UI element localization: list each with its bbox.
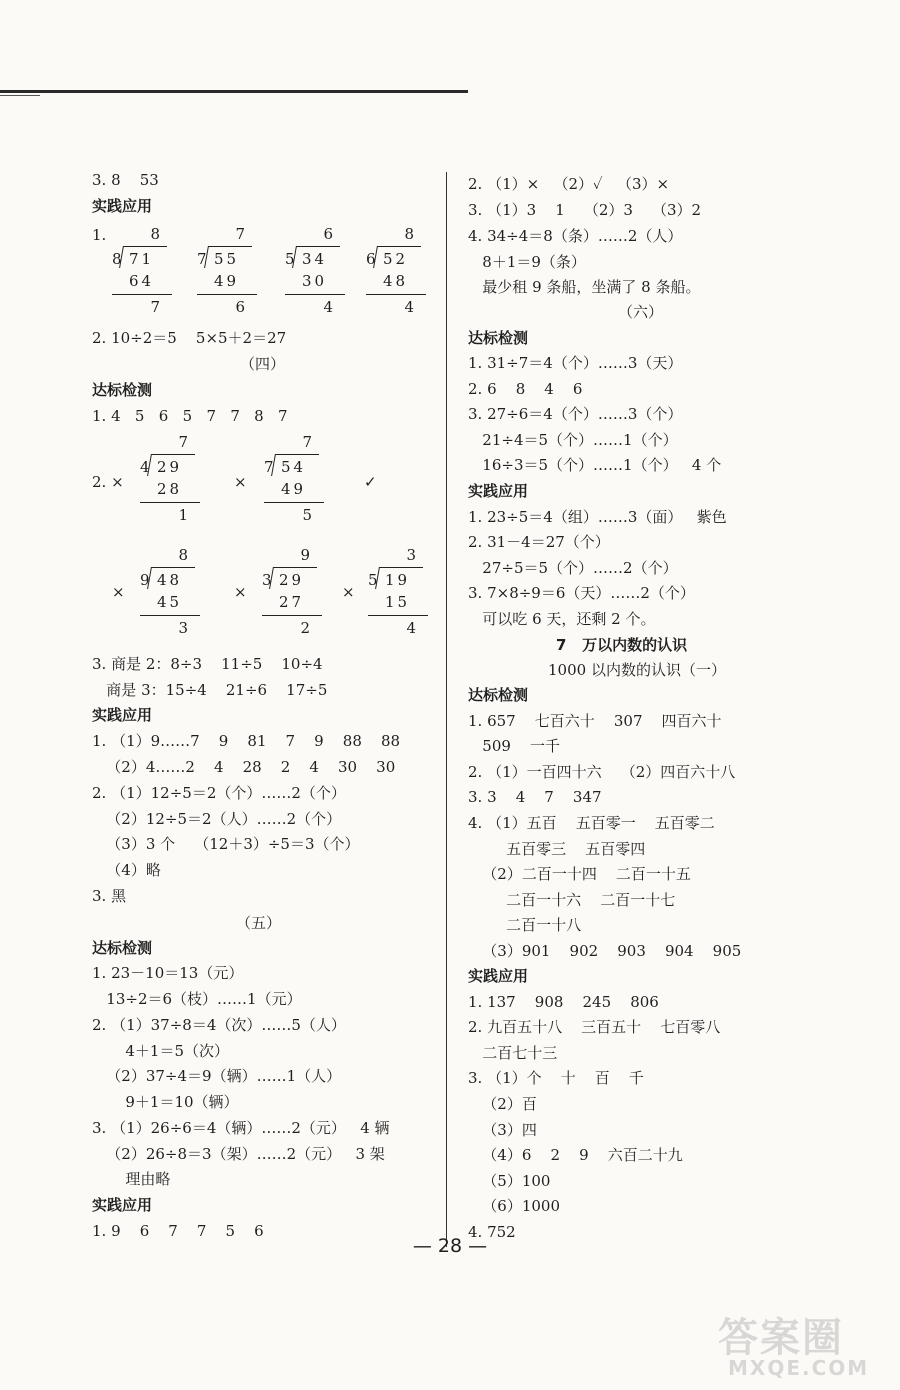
page-number: — 28 —	[412, 1235, 488, 1257]
long-division: 8 9 48 45 3	[140, 545, 200, 637]
answer-line: 4. （1）五百 五百零一 五百零二	[468, 814, 715, 832]
answer-line: 3. 27÷6＝4（个）……3（个）	[468, 405, 683, 423]
section-number: （四）	[240, 355, 286, 373]
answer-line: 2. 31－4＝27（个）	[468, 533, 610, 551]
answer-line: （2）26÷8＝3（架）……2（元） 3 架	[92, 1145, 385, 1163]
section-heading: 实践应用	[468, 967, 529, 985]
answer-label: 1.	[92, 226, 107, 244]
answer-line: （2）二百一十四 二百一十五	[468, 865, 691, 883]
answer-line: 1. 23－10＝13（元）	[92, 964, 244, 982]
section-title: 1000 以内数的认识（一）	[548, 661, 726, 679]
answer-line: 2. （1）一百四十六 （2）四百六十八	[468, 763, 736, 781]
answer-line: 4. 752	[468, 1223, 516, 1241]
check-mark: ×	[342, 583, 355, 601]
top-rule-accent	[0, 95, 40, 96]
divisor: 8	[112, 250, 122, 268]
answer-line: 3. （1）个 十 百 千	[468, 1069, 644, 1087]
answer-line: （2）12÷5＝2（人）……2（个）	[92, 810, 342, 828]
long-division: 7 7 54 49 5	[264, 432, 324, 524]
check-mark: ×	[234, 583, 247, 601]
answer-line: 3. 8 53	[92, 171, 159, 189]
answer-line: 9＋1＝10（辆）	[92, 1093, 239, 1111]
answer-line: 2. 九百五十八 三百五十 七百零八	[468, 1018, 721, 1036]
answer-line: （2）37÷4＝9（辆）……1（人）	[92, 1067, 342, 1085]
answer-line: （6）1000	[468, 1197, 561, 1215]
section-number: （六）	[618, 303, 664, 321]
answer-line: 可以吃 6 天，还剩 2 个。	[468, 610, 656, 628]
column-divider	[446, 172, 447, 1247]
answer-line: 509 一千	[468, 737, 561, 755]
answer-line: 1. 657 七百六十 307 四百六十	[468, 712, 722, 730]
long-division: 9 3 29 27 2	[262, 545, 322, 637]
dividend: 71	[129, 250, 155, 268]
long-division	[112, 224, 172, 316]
answer-line: 2. （1）× （2）✓ （3）×	[468, 175, 670, 193]
answer-line: 4＋1＝5（次）	[92, 1042, 230, 1060]
answer-line: 3. （1）26÷6＝4（辆）……2（元） 4 辆	[92, 1119, 390, 1137]
product: 64	[129, 272, 155, 290]
answer-line: （4）6 2 9 六百二十九	[468, 1146, 683, 1164]
answer-line: 8＋1＝9（条）	[468, 253, 586, 271]
answer-line: 2. 10÷2＝5 5×5＋2＝27	[92, 329, 287, 347]
section-heading: 达标检测	[468, 329, 529, 347]
answer-line: （3）3 个 （12＋3）÷5＝3（个）	[92, 835, 360, 853]
quotient: 8	[150, 225, 160, 243]
answer-line: 27÷5＝5（个）……2（个）	[468, 559, 678, 577]
answer-line: 21÷4＝5（个）……1（个）	[468, 431, 678, 449]
check-mark: ✓	[364, 473, 377, 491]
chapter-title: 7 万以内数的认识	[556, 636, 688, 654]
answer-line: 3. 商是 2：8÷3 11÷5 10÷4	[92, 655, 323, 673]
long-division: 6 5 34 30 4	[285, 224, 345, 316]
remainder: 7	[150, 298, 160, 316]
answer-line: 1. 137 908 245 806	[468, 993, 659, 1011]
answer-line: 二百一十八	[468, 916, 582, 934]
answer-label: 2. ×	[92, 473, 124, 491]
answer-line: （2）百	[468, 1095, 537, 1113]
answer-line: （2）4……2 4 28 2 4 30 30	[92, 758, 396, 776]
answer-line: 13÷2＝6（枝）……1（元）	[92, 990, 302, 1008]
answer-line: 4. 34÷4＝8（条）……2（人）	[468, 227, 683, 245]
section-heading: 达标检测	[468, 686, 529, 704]
answer-line: （3）四	[468, 1121, 537, 1139]
section-number: （五）	[236, 914, 282, 932]
answer-line: 2. （1）37÷8＝4（次）……5（人）	[92, 1016, 346, 1034]
answer-line: （5）100	[468, 1172, 551, 1190]
answer-line: 1. 31÷7＝4（个）……3（天）	[468, 354, 683, 372]
answer-line: 3. （1）3 1 （2）3 （3）2	[468, 201, 702, 219]
section-heading: 达标检测	[92, 939, 153, 957]
answer-line: 理由略	[92, 1170, 171, 1188]
check-mark: ×	[234, 473, 247, 491]
answer-line: 1. 23÷5＝4（组）……3（面） 紫色	[468, 508, 727, 526]
answer-line: （4）略	[92, 861, 161, 879]
section-heading: 达标检测	[92, 381, 153, 399]
section-heading: 实践应用	[92, 1196, 153, 1214]
section-heading: 实践应用	[92, 706, 153, 724]
check-mark: ×	[112, 583, 125, 601]
answer-line: 五百零三 五百零四	[468, 840, 646, 858]
top-rule	[0, 90, 468, 93]
answer-line: 1. 9 6 7 7 5 6	[92, 1222, 264, 1240]
long-division: 8 6 52 48 4	[366, 224, 426, 316]
answer-line: 3. 7×8÷9＝6（天）……2（个）	[468, 584, 695, 602]
answer-line: 1. 4 5 6 5 7 7 8 7	[92, 407, 288, 425]
section-heading: 实践应用	[468, 482, 529, 500]
long-division: 3 5 19 15 4	[368, 545, 428, 637]
answer-line: 2. （1）12÷5＝2（个）……2（个）	[92, 784, 346, 802]
answer-line: 最少租 9 条船，坐满了 8 条船。	[468, 278, 701, 296]
answer-line: （3）901 902 903 904 905	[468, 942, 742, 960]
answer-line: 商是 3：15÷4 21÷6 17÷5	[92, 681, 328, 699]
section-heading: 实践应用	[92, 197, 153, 215]
long-division: 7 4 29 28 1	[140, 432, 200, 524]
answer-line: 二百一十六 二百一十七	[468, 891, 676, 909]
answer-line: 3. 3 4 7 347	[468, 788, 602, 806]
long-division: 7 7 55 49 6	[197, 224, 257, 316]
answer-line: 二百七十三	[468, 1044, 558, 1062]
answer-line: 16÷3＝5（个）……1（个） 4 个	[468, 456, 722, 474]
answer-line: 1. （1）9……7 9 81 7 9 88 88	[92, 732, 401, 750]
answer-line: 2. 6 8 4 6	[468, 380, 583, 398]
answer-line: 3. 黑	[92, 887, 127, 905]
watermark-logo: 答案圈 MXQE.COM	[718, 1315, 870, 1380]
